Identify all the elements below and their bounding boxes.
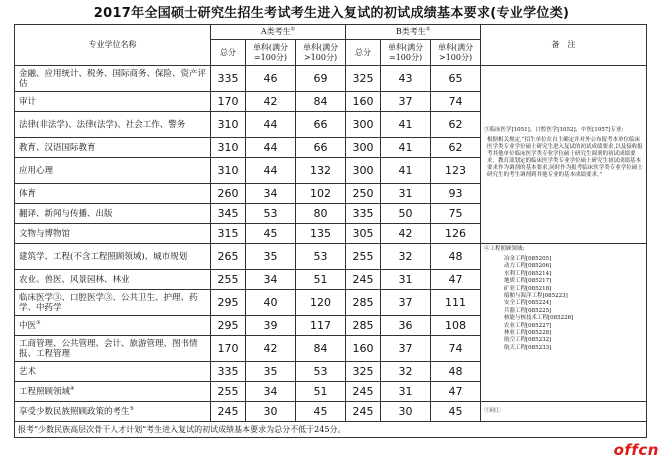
row-major-name: 建筑学、工程(不含工程照顾领域)、城市规划: [15, 244, 211, 270]
cell-b-s1: 37: [381, 336, 431, 362]
table-footer-row: [15, 422, 647, 438]
cell-b-total: 245: [346, 402, 381, 422]
cell-a-s1: 40: [246, 290, 296, 316]
cell-a-s2: 53: [296, 244, 346, 270]
list-item: 航天工程[085233]: [504, 344, 552, 351]
cell-b-s1: 31: [381, 270, 431, 290]
cell-a-total: 260: [211, 184, 246, 204]
cell-b-s1: 37: [381, 92, 431, 112]
cell-a-total: 245: [211, 402, 246, 422]
list-item: 林业工程[085228]: [504, 330, 552, 337]
cell-a-total: 255: [211, 382, 246, 402]
cell-a-s1: 44: [246, 138, 296, 158]
row-major-name: 应用心理: [15, 158, 211, 184]
cell-a-total: 345: [211, 204, 246, 224]
footer-note: 报考“少数民族高层次骨干人才计划”考生进入复试的初试成绩基本要求为总分不低于245分。: [15, 422, 647, 438]
cell-a-s1: 44: [246, 112, 296, 138]
cell-b-s2: 123: [431, 158, 481, 184]
cell-a-total: 335: [211, 66, 246, 92]
cell-b-s2: 48: [431, 362, 481, 382]
cell-a-s1: 53: [246, 204, 296, 224]
table-row: [15, 66, 647, 92]
header-b-single2: 单科(满分>100分): [431, 40, 481, 66]
page-title: 2017年全国硕士研究生招生考试考生进入复试的初试成绩基本要求(专业学位类): [93, 6, 570, 21]
cell-a-s2: 69: [296, 66, 346, 92]
header-a-total: 总分: [211, 40, 246, 66]
cell-b-s2: 65: [431, 66, 481, 92]
cell-a-s2: 80: [296, 204, 346, 224]
cell-a-s1: 42: [246, 336, 296, 362]
cell-a-total: 335: [211, 362, 246, 382]
cell-b-s1: 31: [381, 382, 431, 402]
cell-b-total: 285: [346, 290, 381, 316]
row-major-name: 工商管理、公共管理、会计、旅游管理、图书情报、工程管理: [15, 336, 211, 362]
cell-a-total: 295: [211, 290, 246, 316]
cell-a-s2: 51: [296, 382, 346, 402]
cell-a-total: 295: [211, 316, 246, 336]
cell-b-s1: 32: [381, 362, 431, 382]
cell-b-s1: 30: [381, 402, 431, 422]
cell-b-s1: 36: [381, 316, 431, 336]
list-item: 地质工程[085217]: [504, 278, 552, 285]
table-body: [15, 66, 647, 438]
note-3-title: ③临床医学[1051]、口腔医学[1052]、中医[1057]专业:: [484, 127, 624, 133]
cell-b-s2: 62: [431, 112, 481, 138]
row-major-name: 体育: [15, 184, 211, 204]
note-5-title: ⑤同①: [484, 408, 501, 414]
cell-b-total: 300: [346, 112, 381, 138]
cell-a-s2: 53: [296, 362, 346, 382]
cell-a-s2: 45: [296, 402, 346, 422]
cell-b-total: 160: [346, 92, 381, 112]
cell-a-total: 315: [211, 224, 246, 244]
cell-b-s2: 47: [431, 270, 481, 290]
cell-b-s1: 31: [381, 184, 431, 204]
cell-b-total: 250: [346, 184, 381, 204]
row-major-name: 法律(非法学)、法律(法学)、社会工作、警务: [15, 112, 211, 138]
header-remark: 备 注: [481, 25, 647, 66]
cell-b-s2: 108: [431, 316, 481, 336]
cell-a-s2: 84: [296, 92, 346, 112]
cell-a-s1: 34: [246, 184, 296, 204]
cell-a-s2: 120: [296, 290, 346, 316]
row-major-name: 享受少数民族照顾政策的考生⑤: [15, 402, 211, 422]
cell-a-total: 310: [211, 138, 246, 158]
cell-a-s2: 84: [296, 336, 346, 362]
cell-a-total: 170: [211, 336, 246, 362]
cell-b-s2: 62: [431, 138, 481, 158]
cell-b-total: 325: [346, 66, 381, 92]
cell-b-s2: 48: [431, 244, 481, 270]
list-item: 安全工程[085224]: [504, 300, 552, 307]
cell-b-total: 300: [346, 158, 381, 184]
cell-a-s1: 42: [246, 92, 296, 112]
cell-b-total: 305: [346, 224, 381, 244]
cell-b-total: 245: [346, 270, 381, 290]
cell-b-total: 160: [346, 336, 381, 362]
cell-a-s1: 46: [246, 66, 296, 92]
header-b-single1: 单科(满分=100分): [381, 40, 431, 66]
cell-a-s1: 44: [246, 158, 296, 184]
cell-a-s2: 66: [296, 138, 346, 158]
cell-a-total: 310: [211, 112, 246, 138]
cell-b-s2: 74: [431, 92, 481, 112]
header-b-total: 总分: [346, 40, 381, 66]
note-engineering-fields: [481, 244, 647, 402]
header-group-a: A类考生①: [211, 25, 346, 40]
note-clinical-medicine: [481, 66, 647, 244]
watermark: offcn: [613, 441, 659, 459]
list-item: 动力工程[085206]: [504, 263, 552, 270]
cell-b-s1: 41: [381, 158, 431, 184]
list-item: 兵器工程[085225]: [504, 307, 552, 314]
cell-a-s1: 39: [246, 316, 296, 336]
cell-a-total: 265: [211, 244, 246, 270]
row-major-name: 教育、汉语国际教育: [15, 138, 211, 158]
header-a-single2: 单科(满分>100分): [296, 40, 346, 66]
cell-a-s1: 35: [246, 362, 296, 382]
list-item: 水利工程[085214]: [504, 270, 552, 277]
cell-b-total: 335: [346, 204, 381, 224]
cell-b-s1: 41: [381, 112, 431, 138]
table-row: [15, 244, 647, 270]
row-major-name: 金融、应用统计、税务、国际商务、保险、资产评估: [15, 66, 211, 92]
cell-b-s1: 32: [381, 244, 431, 270]
score-table: [14, 24, 647, 438]
cell-b-s1: 42: [381, 224, 431, 244]
cell-b-s2: 45: [431, 402, 481, 422]
cell-a-s2: 66: [296, 112, 346, 138]
list-item: 船舶与海洋工程[085223]: [504, 293, 568, 300]
cell-b-s2: 47: [431, 382, 481, 402]
cell-b-total: 245: [346, 382, 381, 402]
cell-b-s1: 43: [381, 66, 431, 92]
note-3-body: 根据相关规定,“招生单位在自主确定并对外公布报考本单位临床医学类专业学位硕士研究生进入复试的初试成绩要求,以及接收报考其他单位临床医学类专业学位硕士研究生调剂的初试成绩要求。教育部划定的临床医学类专业学位硕士研究生初试成绩基本要求作为调剂的基本要求,同时作为报考临床医学类专业学位硕士研究生的考生调剂到其他专业的基本成绩要求。”: [487, 137, 643, 178]
row-major-name: 文物与博物馆: [15, 224, 211, 244]
cell-a-total: 255: [211, 270, 246, 290]
cell-a-s1: 30: [246, 402, 296, 422]
cell-b-s1: 41: [381, 138, 431, 158]
cell-b-s2: 75: [431, 204, 481, 224]
row-major-name: 艺术: [15, 362, 211, 382]
list-item: 矿业工程[085218]: [504, 285, 552, 292]
note-minority: [481, 402, 647, 422]
cell-a-s1: 35: [246, 244, 296, 270]
cell-a-s1: 45: [246, 224, 296, 244]
cell-a-s1: 34: [246, 382, 296, 402]
cell-a-total: 170: [211, 92, 246, 112]
cell-a-s2: 132: [296, 158, 346, 184]
cell-a-s2: 102: [296, 184, 346, 204]
header-a-single1: 单科(满分=100分): [246, 40, 296, 66]
cell-b-s2: 111: [431, 290, 481, 316]
list-item: 农业工程[085227]: [504, 322, 552, 329]
list-item: 冶金工程[085205]: [504, 256, 552, 262]
row-major-name: 工程照顾领域④: [15, 382, 211, 402]
row-major-name: 中医③: [15, 316, 211, 336]
cell-b-total: 325: [346, 362, 381, 382]
cell-b-total: 285: [346, 316, 381, 336]
row-major-name: 审计: [15, 92, 211, 112]
header-group-b: B类考生②: [346, 25, 481, 40]
row-major-name: 翻译、新闻与传播、出版: [15, 204, 211, 224]
list-item: 航空工程[085232]: [504, 337, 552, 344]
row-major-name: 农业、兽医、风景园林、林业: [15, 270, 211, 290]
cell-b-s1: 50: [381, 204, 431, 224]
cell-b-s2: 74: [431, 336, 481, 362]
cell-a-s2: 117: [296, 316, 346, 336]
cell-a-s2: 51: [296, 270, 346, 290]
cell-b-s2: 126: [431, 224, 481, 244]
header-major: 专业学位名称: [15, 25, 211, 66]
cell-b-s2: 93: [431, 184, 481, 204]
cell-a-total: 310: [211, 158, 246, 184]
row-major-name: 临床医学③、口腔医学③、公共卫生、护理、药学、中药学: [15, 290, 211, 316]
cell-a-s1: 34: [246, 270, 296, 290]
note-4-title: ④工程照顾领域:: [484, 246, 525, 252]
table-row: [15, 402, 647, 422]
cell-b-s1: 37: [381, 290, 431, 316]
cell-a-s2: 135: [296, 224, 346, 244]
cell-b-total: 300: [346, 138, 381, 158]
cell-b-total: 255: [346, 244, 381, 270]
list-item: 核能与核技术工程[085226]: [504, 315, 574, 322]
